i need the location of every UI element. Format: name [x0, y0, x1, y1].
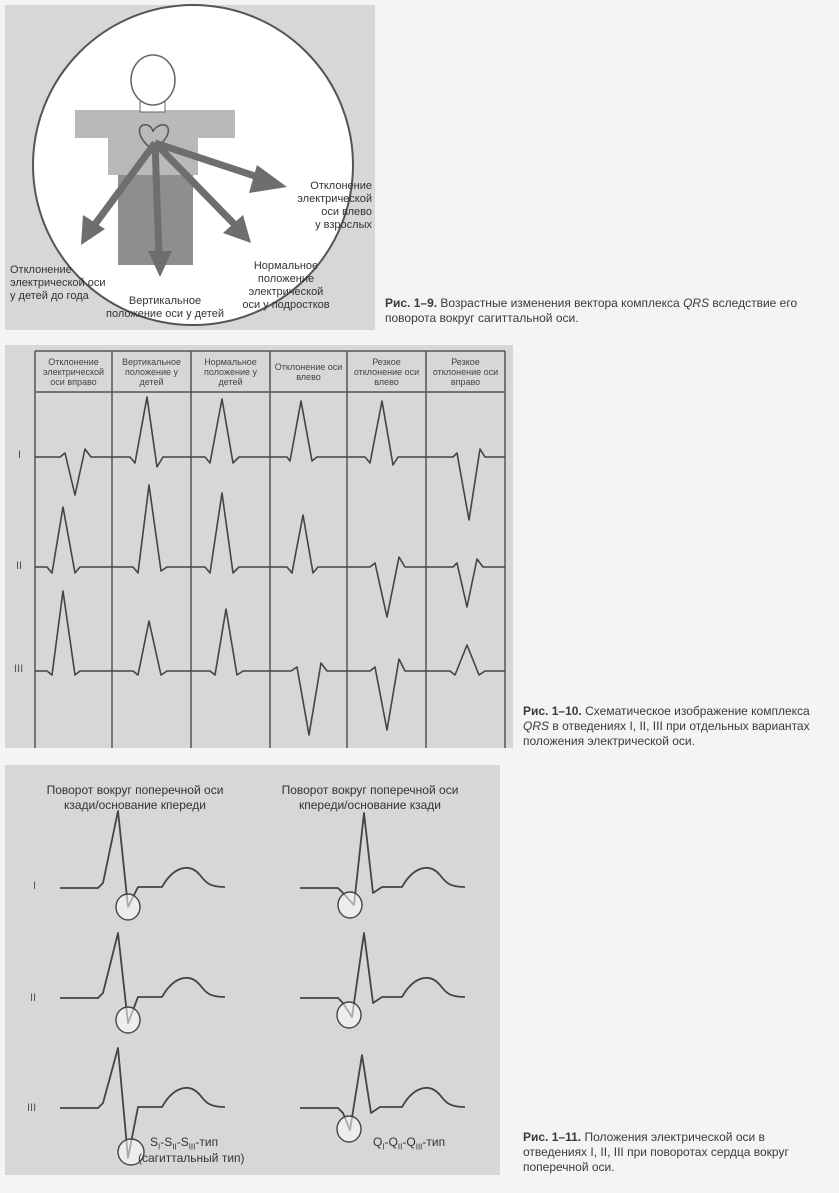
marker-right-II — [337, 1002, 361, 1028]
arrow-vertical — [155, 143, 159, 257]
trace-III-1 — [35, 591, 112, 675]
trace-II-5 — [347, 557, 426, 617]
trace-I-5 — [347, 401, 426, 465]
marker-left-I — [116, 894, 140, 920]
trace-left-I — [60, 811, 225, 907]
marker-right-III — [337, 1116, 361, 1142]
fig-1-11-left-type: $S_I-S_{II}-S_{III}$-тип — [150, 1135, 219, 1152]
trace-III-2 — [112, 621, 191, 675]
column-header-2: Вертикальное положение у детей — [121, 357, 182, 387]
trace-I-1 — [35, 449, 112, 495]
label-vertical: Вертикальное положение оси у детей — [106, 295, 224, 320]
trace-II-6 — [426, 559, 505, 607]
trace-II-2 — [112, 485, 191, 573]
label-left-adult: Отклонение электрической оси влево у взрослых — [297, 180, 372, 231]
fig-1-11-lead-II: II — [30, 992, 37, 1004]
trace-III-3 — [191, 609, 270, 675]
fig-1-11-lead-III: III — [27, 1102, 37, 1114]
lead-label-III: III — [14, 663, 24, 675]
fig-1-11-caption: Рис. 1–11. Положения электрической оси в отведениях I, II, III при поворотах сердца вокруг поперечной оси. — [523, 1130, 789, 1174]
trace-I-3 — [191, 399, 270, 463]
trace-II-1 — [35, 507, 112, 573]
trace-I-6 — [426, 449, 505, 520]
marker-left-II — [116, 1007, 140, 1033]
lead-label-I: I — [18, 449, 22, 461]
fig-1-11-left-type-sub: (сагиттальный тип) — [138, 1151, 245, 1165]
trace-I-4 — [270, 401, 347, 461]
fig-1-11-right-title: Поворот вокруг поперечной оси кпереди/основание кзади — [281, 783, 459, 812]
column-header-1: Отклонение электрической оси вправо — [42, 357, 105, 387]
marker-right-I — [338, 892, 362, 918]
label-normal-teen: Нормальное положение электрической оси у подростков — [242, 260, 330, 311]
label-child: Отклонение электрической оси у детей до года — [10, 264, 106, 302]
fig-1-10-ecg-traces — [5, 345, 513, 748]
trace-III-5 — [347, 659, 426, 730]
column-header-6: Резкое отклонение оси вправо — [432, 357, 499, 387]
trace-I-2 — [112, 397, 191, 467]
trace-II-4 — [270, 515, 347, 573]
column-header-4: Отклонение оси влево — [274, 362, 343, 382]
fig-1-10-caption: Рис. 1–10. Схематическое изображение комплекса QRS в отведениях I, II, III при отдельных вариантах положения электрической оси. — [523, 704, 810, 748]
trace-left-II — [60, 933, 225, 1023]
fig-1-9-caption: Рис. 1–9. Возрастные изменения вектора комплекса QRS вследствие его поворота вокруг сагиттальной оси. — [385, 296, 798, 325]
fig-1-11-ecg-traces — [0, 765, 500, 1175]
body-head — [131, 55, 175, 105]
trace-II-3 — [191, 493, 270, 573]
trace-III-4 — [270, 663, 347, 735]
lead-label-II: II — [16, 560, 23, 572]
column-header-5: Резкое отклонение оси влево — [353, 357, 420, 387]
trace-right-II — [300, 933, 465, 1017]
fig-1-11-right-type: $Q_I-Q_{II}-Q_{III}$-тип — [373, 1135, 446, 1152]
column-header-3: Нормальное положение у детей — [204, 357, 257, 387]
fig-1-11-lead-I: I — [33, 880, 37, 892]
fig-1-11-left-title: Поворот вокруг поперечной оси кзади/основание кпереди — [46, 783, 224, 812]
trace-III-6 — [426, 645, 505, 675]
trace-right-I — [300, 813, 465, 905]
trace-right-III — [300, 1055, 465, 1130]
